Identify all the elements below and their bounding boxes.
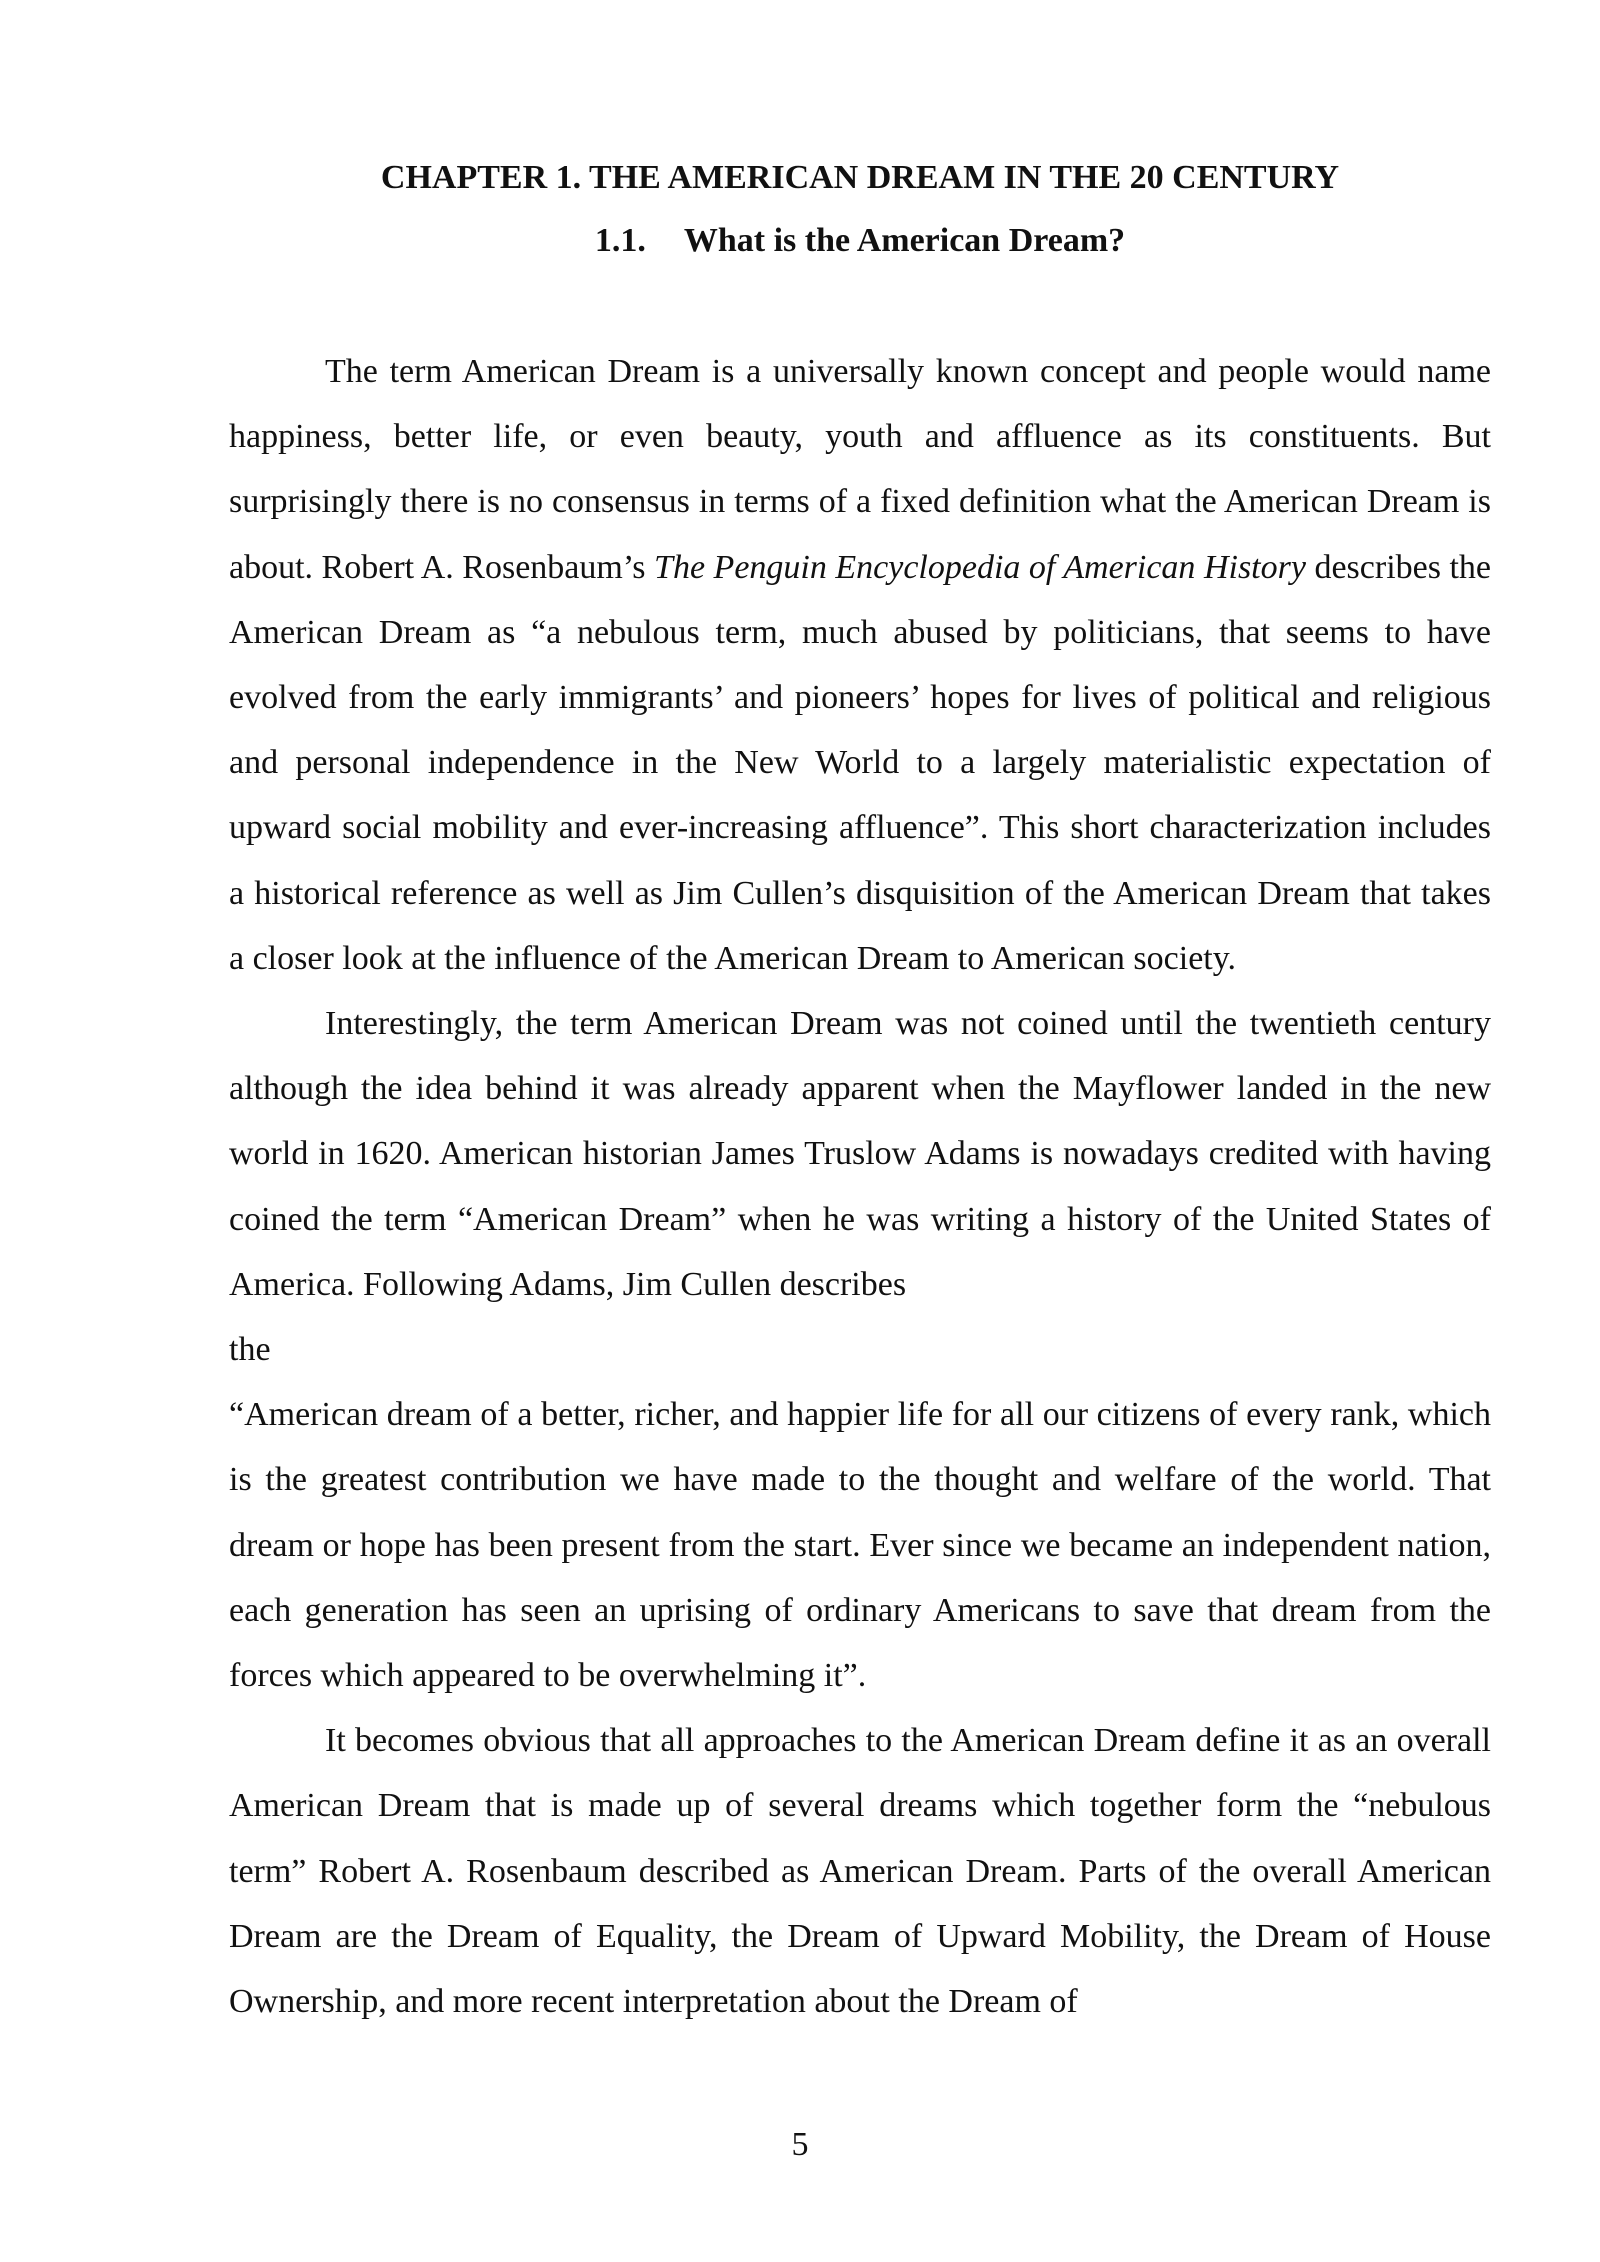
section-heading-text: What is the American Dream? [683, 222, 1126, 259]
paragraph-1-text-b: describes the American Dream as “a nebulous term, much abused by politicians, that seems to have evolved from the early immigrants’ and pioneers’ hopes for lives of political and religious and personal independence in the New World to a largely materialistic expectation of upward social mobility and ever-increasing affluence”. This short characterization includes a historical reference as well as Jim Cullen’s disquisition of the American Dream that takes a closer look at the influence of the American Dream to American society. [229, 548, 1492, 977]
page-number: 5 [791, 2126, 809, 2163]
paragraph-1-text-a: The term American Dream is a universally known concept and people would name happiness, better life, or even beauty, youth and affluence as its constituents. But surprisingly there is no consensus in terms of a fixed definition what the American Dream is about. Robert A. Rosenbaum’s [229, 353, 1491, 586]
book-title-italic: The Penguin Encyclopedia of American History [654, 548, 1306, 586]
body-text [229, 339, 1491, 2034]
section-title [230, 213, 1490, 269]
block-quote: “American dream of a better, richer, and happier life for all our citizens of every rank, which is the greatest contribution we have made to the thought and welfare of the world. That dream or hope has been present from the start. Ever since we became an independent nation, each generation has seen an uprising of ordinary Americans to save that dream from the forces which appeared to be overwhelming it”. [229, 1396, 1491, 1695]
section-number: 1.1. [594, 222, 646, 259]
paragraph-2: Interestingly, the term American Dream was not coined until the twentieth century although the idea behind it was already apparent when the Mayflower landed in the new world in 1620. American historian James Truslow Adams is nowadays credited with having coined the term “American Dream” when he was writing a history of the United States of America. Following Adams, Jim Cullen describes [229, 1005, 1491, 1303]
paragraph-1 [229, 339, 1491, 991]
chapter-title: CHAPTER 1. THE AMERICAN DREAM IN THE 20 CENTURY [380, 159, 1340, 196]
paragraph-2-tail: the [229, 1331, 271, 1369]
paragraph-3: It becomes obvious that all approaches to the American Dream define it as an overall American Dream that is made up of several dreams which together form the “nebulous term” Robert A. Rosenbaum described as American Dream. Parts of the overall American Dream are the Dream of Equality, the Dream of Upward Mobility, the Dream of House Ownership, and more recent interpretation about the Dream of [229, 1722, 1491, 2021]
